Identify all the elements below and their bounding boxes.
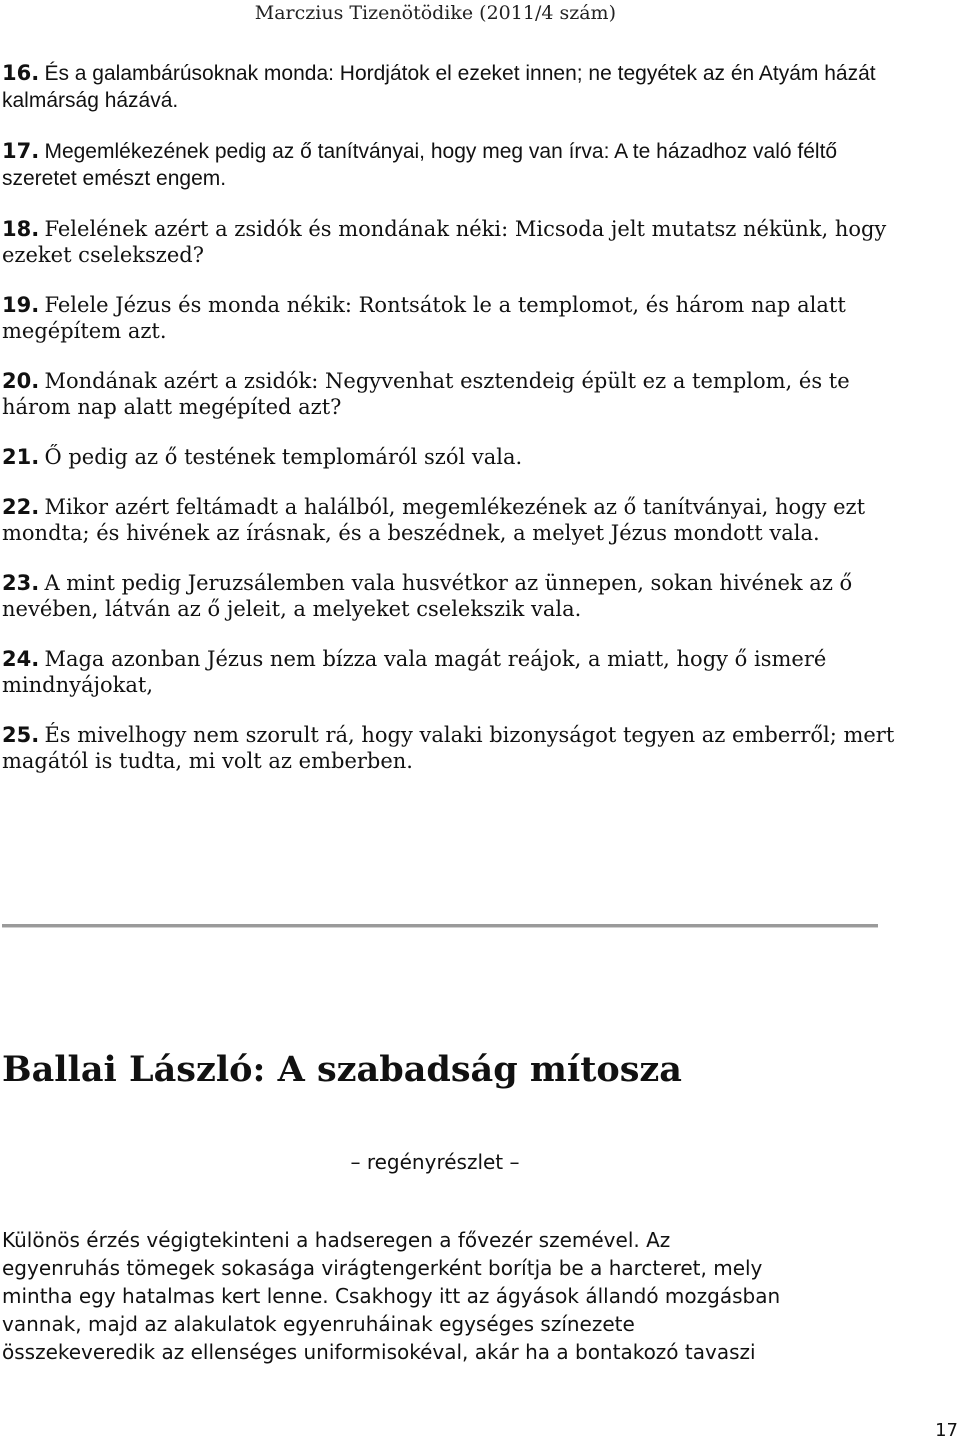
verse-number: 21.: [2, 445, 40, 469]
verse-number: 19.: [2, 293, 40, 317]
verse-text: Maga azonban Jézus nem bízza vala magát reájok, a miatt, hogy ő ismeré mindnyájokat,: [2, 647, 827, 697]
verse-text: Megemlékezének pedig az ő tanítványai, hogy meg van írva: A te házadhoz való féltő szeretet emészt engem.: [2, 140, 838, 190]
verse-number: 18.: [2, 217, 40, 241]
verse-text: A mint pedig Jeruzsálemben vala husvétkor az ünnepen, sokan hivének az ő nevében, látván az ő jeleit, a melyeket cselekszik vala.: [2, 571, 853, 621]
verse-text: Felelének azért a zsidók és mondának néki: Micsoda jelt mutatsz nékünk, hogy ezeket cselekszed?: [2, 217, 887, 267]
body-line: összekeveredik az ellenséges uniformisokéval, akár ha a bontakozó tavaszi: [2, 1340, 756, 1364]
verse-number: 22.: [2, 495, 40, 519]
verse-number: 25.: [2, 723, 40, 747]
article-subtitle: – regényrészlet –: [350, 1150, 520, 1174]
body-line: mintha egy hatalmas kert lenne. Csakhogy itt az ágyások állandó mozgásban: [2, 1284, 781, 1308]
verse-17: [2, 138, 902, 192]
verse-text: Mikor azért feltámadt a halálból, megemlékezének az ő tanítványai, hogy ezt mondta; és hivének az írásnak, és a beszédnek, a melyet Jézus mondott vala.: [2, 495, 866, 545]
body-line: Különös érzés végigtekinteni a hadseregen a fővezér szemével. Az: [2, 1228, 671, 1252]
verse-text: Felele Jézus és monda nékik: Rontsátok le a templomot, és három nap alatt megépítem azt.: [2, 293, 846, 343]
verse-19: [2, 292, 902, 344]
verse-22: [2, 494, 902, 546]
verse-text: És mivelhogy nem szorult rá, hogy valaki bizonyságot tegyen az emberről; mert magától is tudta, mi volt az emberben.: [2, 723, 895, 773]
verse-number: 17.: [2, 139, 40, 163]
verse-number: 16.: [2, 61, 40, 85]
verse-text: Mondának azért a zsidók: Negyvenhat esztendeig épült ez a templom, és te három nap alatt megépíted azt?: [2, 369, 850, 419]
verse-number: 20.: [2, 369, 40, 393]
verse-text: És a galambárúsoknak monda: Hordjátok el ezeket innen; ne tegyétek az én Atyám házát kalmárság házává.: [2, 62, 876, 112]
verse-18: [2, 216, 902, 268]
verse-number: 23.: [2, 571, 40, 595]
article-title: Ballai László: A szabadság mítosza: [2, 1049, 682, 1090]
verse-text: Ő pedig az ő testének templomáról szól vala.: [44, 445, 523, 469]
verse-21: [2, 444, 902, 470]
article-body: [2, 1226, 902, 1366]
section-divider: [2, 924, 878, 928]
page-number: 17: [935, 1420, 958, 1441]
verse-25: [2, 722, 902, 774]
verse-number: 24.: [2, 647, 40, 671]
body-line: egyenruhás tömegek sokasága virágtengerként borítja be a harcteret, mely: [2, 1256, 763, 1280]
running-header: Marczius Tizenötödike (2011/4 szám): [254, 2, 616, 24]
verse-list: [2, 60, 902, 798]
verse-24: [2, 646, 902, 698]
verse-23: [2, 570, 902, 622]
verse-16: [2, 60, 902, 114]
body-line: vannak, majd az alakulatok egyenruháinak egységes színezete: [2, 1312, 635, 1336]
verse-20: [2, 368, 902, 420]
